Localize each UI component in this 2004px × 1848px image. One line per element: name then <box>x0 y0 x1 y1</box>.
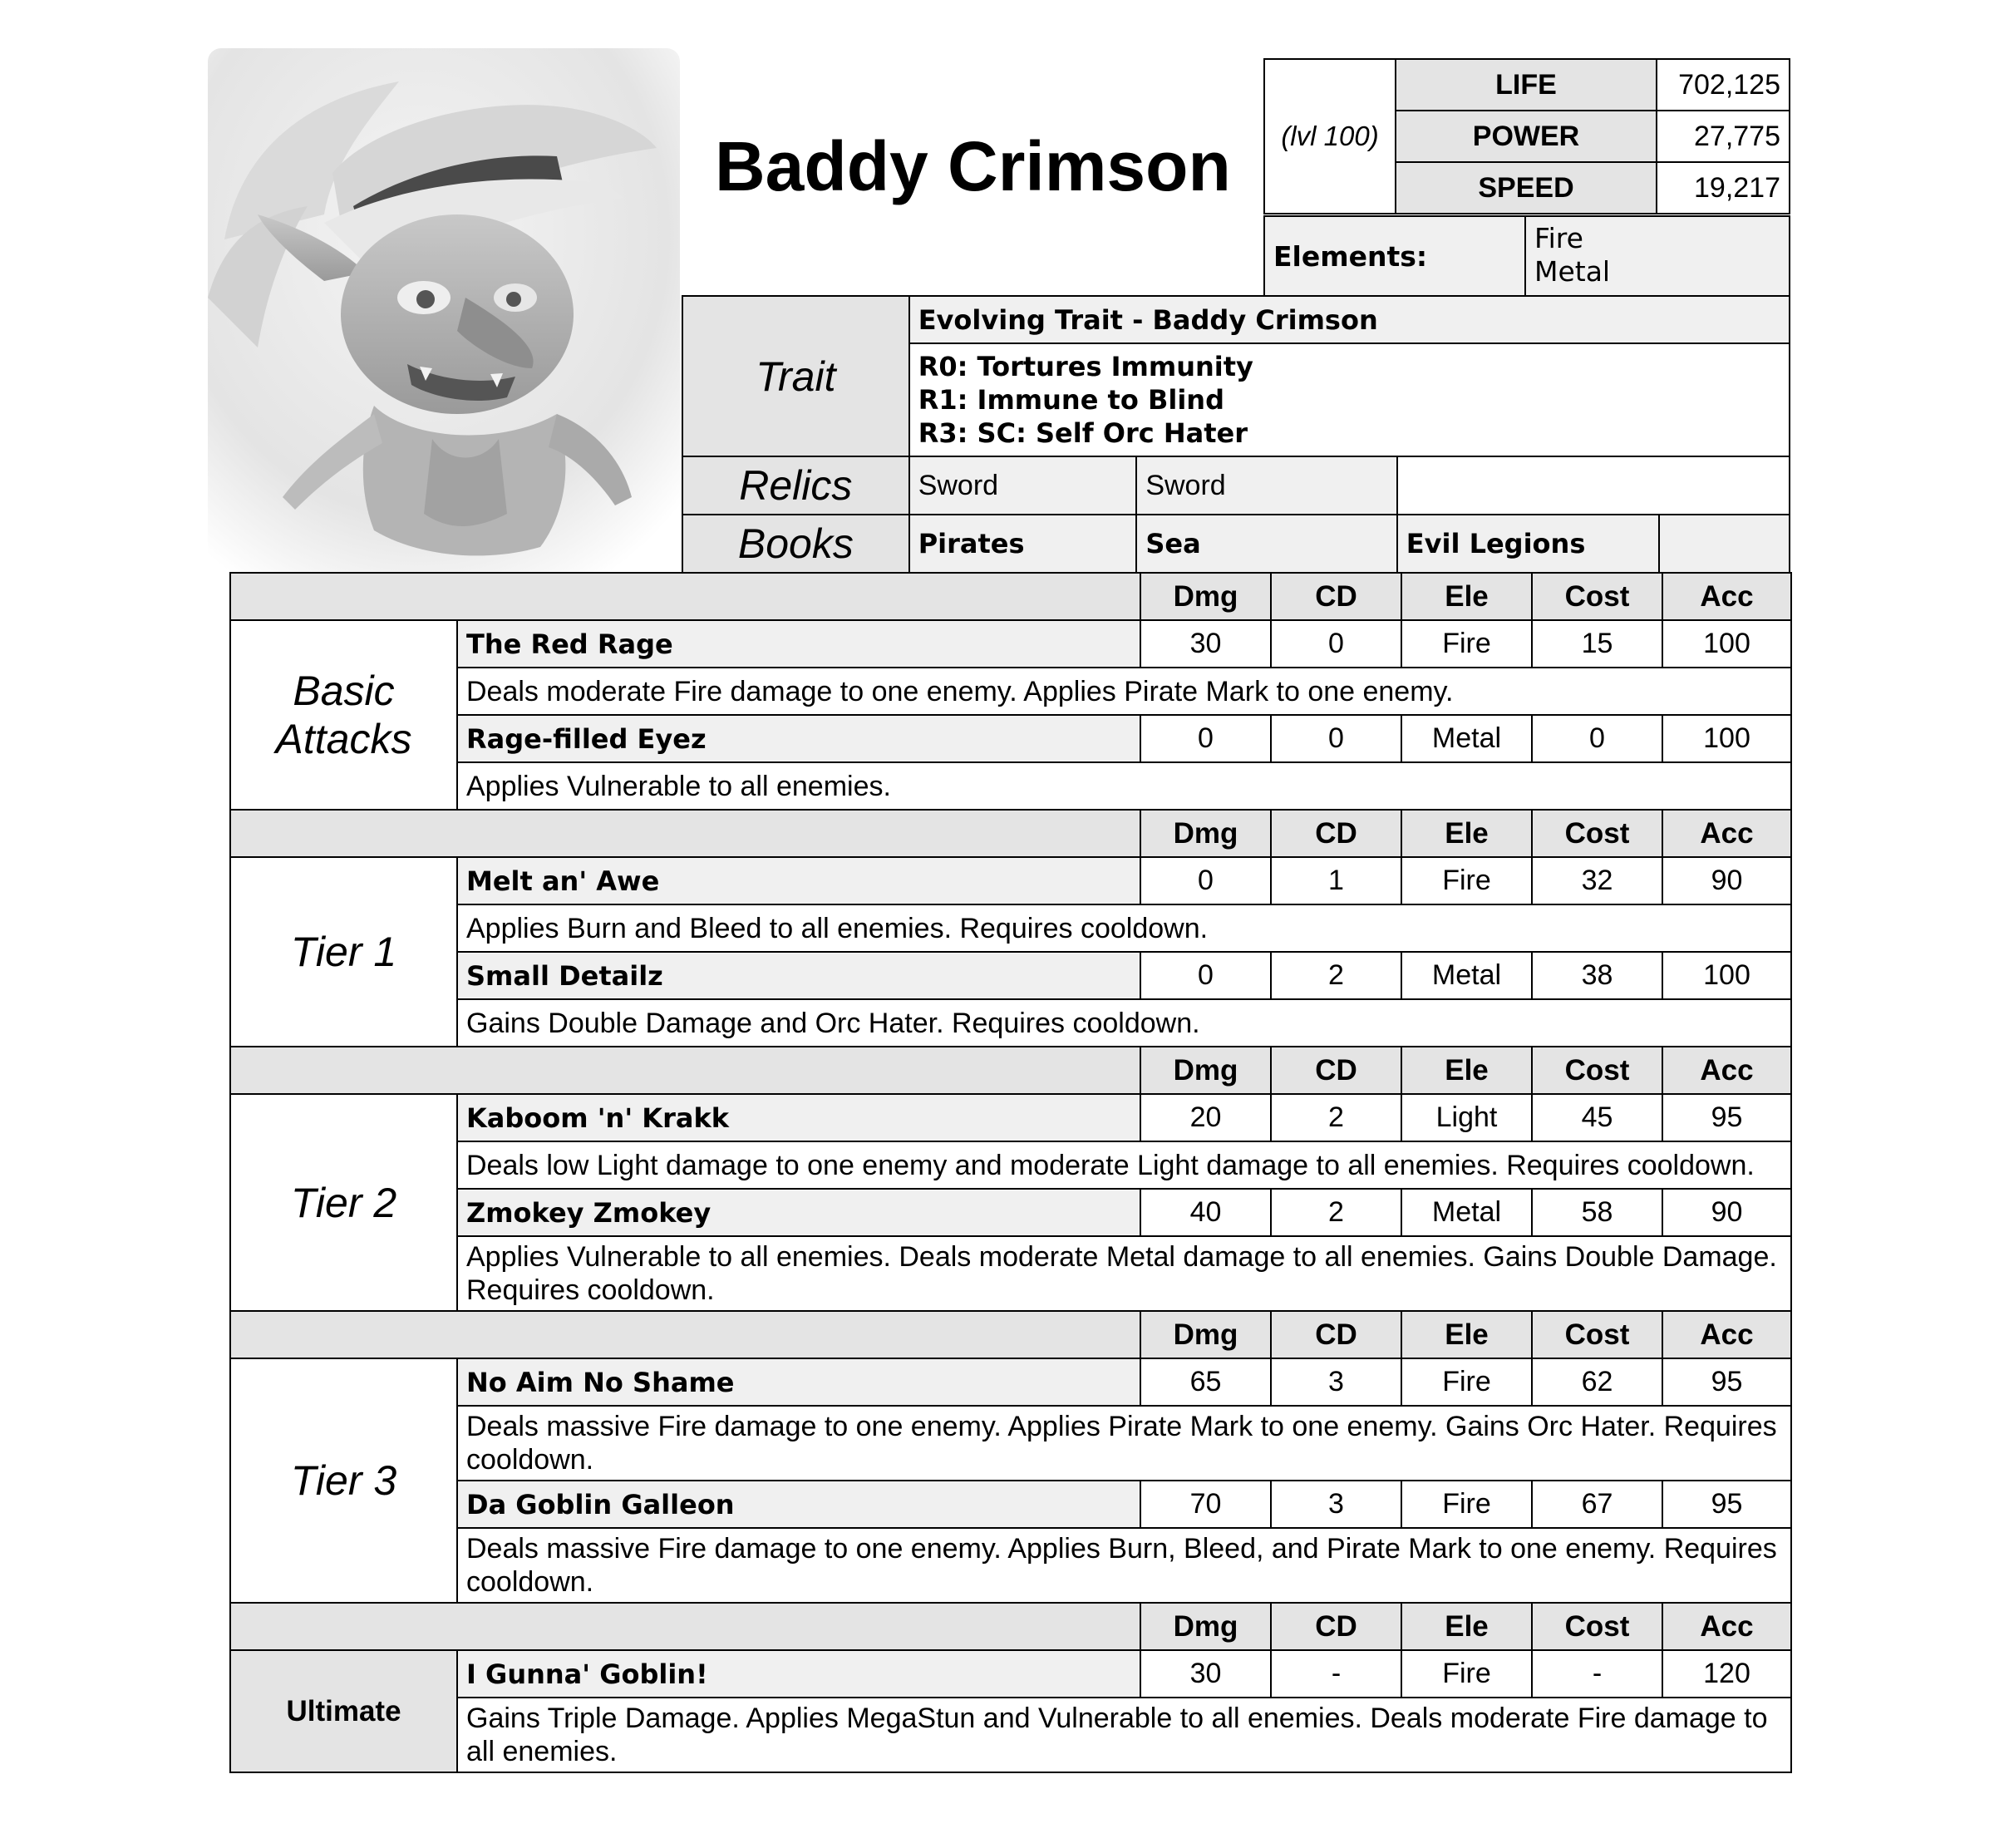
trait-line: R3: SC: Self Orc Hater <box>918 417 1248 449</box>
skill-name: No Aim No Shame <box>457 1358 1140 1406</box>
skill-cd: 3 <box>1271 1358 1401 1406</box>
skill-cost: 58 <box>1532 1189 1662 1236</box>
skill-ele: Fire <box>1401 620 1532 668</box>
column-header-acc: Acc <box>1662 573 1791 620</box>
header-spacer <box>230 1603 1140 1650</box>
skill-name: Kaboom 'n' Krakk <box>457 1094 1140 1141</box>
skill-name: Small Detailz <box>457 952 1140 999</box>
column-header-row <box>230 573 1791 620</box>
skill-ele: Metal <box>1401 1189 1532 1236</box>
skill-ele: Metal <box>1401 952 1532 999</box>
book-slot-4 <box>1659 515 1790 573</box>
skill-acc: 95 <box>1662 1358 1791 1406</box>
skill-row <box>230 1189 1791 1236</box>
book-slot-3: Evil Legions <box>1397 515 1660 573</box>
stats-table <box>1263 58 1790 214</box>
skill-description-row <box>230 668 1791 715</box>
column-header-cost: Cost <box>1532 573 1662 620</box>
skill-description-row <box>230 999 1791 1047</box>
skill-dmg: 30 <box>1140 620 1271 668</box>
elements-table <box>1263 215 1790 297</box>
column-header-cost: Cost <box>1532 1047 1662 1094</box>
stat-label-power: POWER <box>1396 111 1657 162</box>
column-header-ele: Ele <box>1401 573 1532 620</box>
skill-cost: 45 <box>1532 1094 1662 1141</box>
section-label-line: Basic <box>293 668 395 714</box>
skill-dmg: 0 <box>1140 857 1271 904</box>
relic-slot-3 <box>1397 456 1790 515</box>
element-fire: Fire <box>1534 222 1583 254</box>
skill-description: Deals massive Fire damage to one enemy. Applies Burn, Bleed, and Pirate Mark to one enemy. Requires cooldown. <box>457 1528 1791 1603</box>
skill-ele: Metal <box>1401 715 1532 762</box>
section-label <box>230 857 457 1047</box>
skill-acc: 90 <box>1662 857 1791 904</box>
skill-acc: 90 <box>1662 1189 1791 1236</box>
skill-cd: 2 <box>1271 1189 1401 1236</box>
column-header-cd: CD <box>1271 573 1401 620</box>
skill-cost: 32 <box>1532 857 1662 904</box>
column-header-ele: Ele <box>1401 1603 1532 1650</box>
section-label <box>230 1358 457 1603</box>
section-label <box>230 1650 457 1772</box>
character-name: Baddy Crimson <box>715 127 1231 205</box>
column-header-dmg: Dmg <box>1140 810 1271 857</box>
skill-dmg: 0 <box>1140 715 1271 762</box>
skill-acc: 100 <box>1662 715 1791 762</box>
skill-cost: - <box>1532 1650 1662 1698</box>
column-header-dmg: Dmg <box>1140 1603 1271 1650</box>
skill-description: Deals massive Fire damage to one enemy. Applies Pirate Mark to one enemy. Gains Orc Hater. Requires cooldown. <box>457 1406 1791 1481</box>
header-spacer <box>230 573 1140 620</box>
column-header-dmg: Dmg <box>1140 1311 1271 1358</box>
skill-name: The Red Rage <box>457 620 1140 668</box>
trait-levels <box>909 343 1790 456</box>
column-header-row <box>230 1311 1791 1358</box>
column-header-acc: Acc <box>1662 810 1791 857</box>
books-label: Books <box>682 515 909 573</box>
skill-ele: Fire <box>1401 857 1532 904</box>
skill-description: Deals moderate Fire damage to one enemy. Applies Pirate Mark to one enemy. <box>457 668 1791 715</box>
column-header-ele: Ele <box>1401 810 1532 857</box>
skill-dmg: 30 <box>1140 1650 1271 1698</box>
skill-dmg: 40 <box>1140 1189 1271 1236</box>
skill-cost: 67 <box>1532 1481 1662 1528</box>
skill-ele: Fire <box>1401 1650 1532 1698</box>
skill-cd: 3 <box>1271 1481 1401 1528</box>
skill-dmg: 65 <box>1140 1358 1271 1406</box>
skill-name: Melt an' Awe <box>457 857 1140 904</box>
skill-dmg: 20 <box>1140 1094 1271 1141</box>
skill-cost: 15 <box>1532 620 1662 668</box>
skill-cd: 2 <box>1271 1094 1401 1141</box>
skill-cd: 1 <box>1271 857 1401 904</box>
trait-line: R0: Tortures Immunity <box>918 351 1253 382</box>
skill-row <box>230 1650 1791 1698</box>
skill-dmg: 70 <box>1140 1481 1271 1528</box>
skill-row <box>230 1358 1791 1406</box>
stat-value-life: 702,125 <box>1657 59 1790 111</box>
book-slot-2: Sea <box>1136 515 1396 573</box>
character-portrait <box>208 48 680 582</box>
skill-ele: Fire <box>1401 1358 1532 1406</box>
skill-acc: 120 <box>1662 1650 1791 1698</box>
relic-slot-1: Sword <box>909 456 1137 515</box>
skill-name: Da Goblin Galleon <box>457 1481 1140 1528</box>
column-header-cost: Cost <box>1532 1311 1662 1358</box>
column-header-acc: Acc <box>1662 1047 1791 1094</box>
skill-cd: 0 <box>1271 715 1401 762</box>
skill-cost: 62 <box>1532 1358 1662 1406</box>
skill-description: Applies Vulnerable to all enemies. Deals moderate Metal damage to all enemies. Gains Double Damage. Requires cooldown. <box>457 1236 1791 1311</box>
relics-label: Relics <box>682 456 909 515</box>
skill-description-row <box>230 904 1791 952</box>
skill-row <box>230 1481 1791 1528</box>
header-spacer <box>230 1311 1140 1358</box>
column-header-ele: Ele <box>1401 1311 1532 1358</box>
skill-cd: 0 <box>1271 620 1401 668</box>
column-header-ele: Ele <box>1401 1047 1532 1094</box>
section-label <box>230 620 457 810</box>
section-label <box>230 1094 457 1311</box>
skill-row <box>230 952 1791 999</box>
skill-description-row <box>230 1236 1791 1311</box>
header-spacer <box>230 810 1140 857</box>
elements-list <box>1525 216 1790 296</box>
trait-title: Evolving Trait - Baddy Crimson <box>909 296 1790 343</box>
relic-slot-2: Sword <box>1136 456 1396 515</box>
skill-acc: 95 <box>1662 1481 1791 1528</box>
column-header-cd: CD <box>1271 1311 1401 1358</box>
skill-description-row <box>230 1406 1791 1481</box>
skill-ele: Light <box>1401 1094 1532 1141</box>
skill-acc: 95 <box>1662 1094 1791 1141</box>
column-header-dmg: Dmg <box>1140 1047 1271 1094</box>
skill-acc: 100 <box>1662 620 1791 668</box>
skill-description: Deals low Light damage to one enemy and moderate Light damage to all enemies. Requires cooldown. <box>457 1141 1791 1189</box>
skill-name: Zmokey Zmokey <box>457 1189 1140 1236</box>
skill-description-row <box>230 1528 1791 1603</box>
skill-description: Applies Vulnerable to all enemies. <box>457 762 1791 810</box>
column-header-cost: Cost <box>1532 810 1662 857</box>
trait-label: Trait <box>682 296 909 456</box>
stat-label-life: LIFE <box>1396 59 1657 111</box>
skill-description: Gains Triple Damage. Applies MegaStun and Vulnerable to all enemies. Deals moderate Fire damage to all enemies. <box>457 1698 1791 1772</box>
trait-line: R1: Immune to Blind <box>918 384 1224 416</box>
skill-name: I Gunna' Goblin! <box>457 1650 1140 1698</box>
skill-description: Gains Double Damage and Orc Hater. Requires cooldown. <box>457 999 1791 1047</box>
column-header-cd: CD <box>1271 1047 1401 1094</box>
column-header-acc: Acc <box>1662 1311 1791 1358</box>
section-label-line: Tier 3 <box>290 1457 397 1504</box>
skill-row <box>230 715 1791 762</box>
column-header-row <box>230 1047 1791 1094</box>
stat-value-power: 27,775 <box>1657 111 1790 162</box>
skill-row <box>230 1094 1791 1141</box>
stat-value-speed: 19,217 <box>1657 162 1790 214</box>
skill-name: Rage-filled Eyez <box>457 715 1140 762</box>
skill-description-row <box>230 1141 1791 1189</box>
column-header-cost: Cost <box>1532 1603 1662 1650</box>
skill-dmg: 0 <box>1140 952 1271 999</box>
header-spacer <box>230 1047 1140 1094</box>
column-header-dmg: Dmg <box>1140 573 1271 620</box>
goblin-portrait-image <box>208 48 680 582</box>
skill-cost: 38 <box>1532 952 1662 999</box>
column-header-row <box>230 1603 1791 1650</box>
column-header-acc: Acc <box>1662 1603 1791 1650</box>
skill-row <box>230 620 1791 668</box>
column-header-cd: CD <box>1271 810 1401 857</box>
skill-cost: 0 <box>1532 715 1662 762</box>
column-header-cd: CD <box>1271 1603 1401 1650</box>
level-label: (lvl 100) <box>1264 59 1396 214</box>
skill-cd: 2 <box>1271 952 1401 999</box>
skill-description-row <box>230 1698 1791 1772</box>
section-label-line: Tier 1 <box>290 929 397 975</box>
section-label-line: Attacks <box>275 716 412 762</box>
skill-ele: Fire <box>1401 1481 1532 1528</box>
section-label-line: Ultimate <box>286 1694 401 1727</box>
skills-table <box>229 572 1792 1773</box>
skill-description: Applies Burn and Bleed to all enemies. Requires cooldown. <box>457 904 1791 952</box>
skill-acc: 100 <box>1662 952 1791 999</box>
book-slot-1: Pirates <box>909 515 1137 573</box>
trait-relics-books-table <box>682 295 1790 574</box>
element-metal: Metal <box>1534 255 1611 288</box>
skill-row <box>230 857 1791 904</box>
skill-description-row <box>230 762 1791 810</box>
section-label-line: Tier 2 <box>290 1179 397 1226</box>
elements-label: Elements: <box>1264 216 1525 296</box>
skill-cd: - <box>1271 1650 1401 1698</box>
stat-label-speed: SPEED <box>1396 162 1657 214</box>
column-header-row <box>230 810 1791 857</box>
